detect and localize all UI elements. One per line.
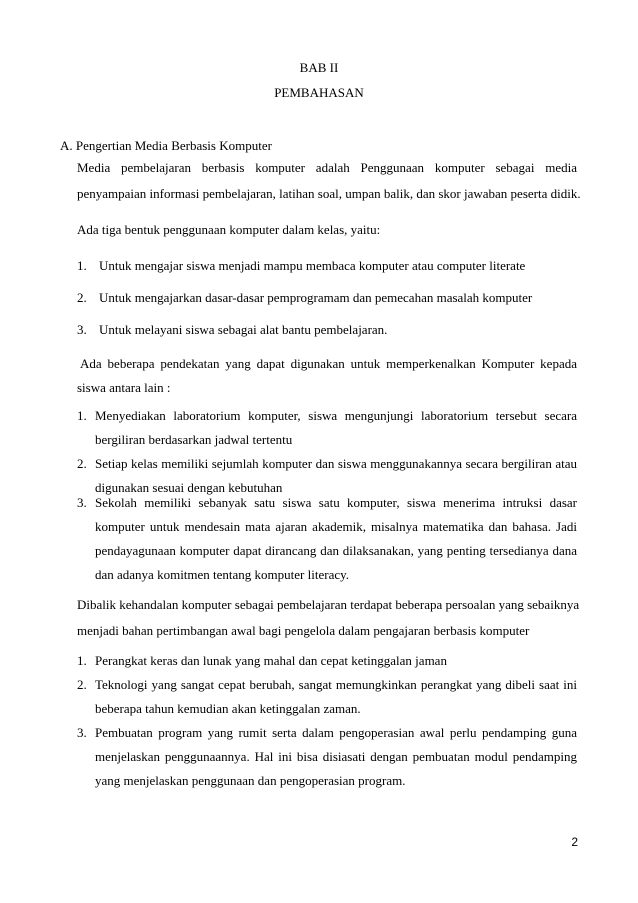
list3-number-3: 3. — [77, 725, 87, 740]
list3-item-2-line-2: beberapa tahun kemudian akan ketinggalan zaman. — [95, 701, 361, 716]
paragraph-4-line-1: Dibalik kehandalan komputer sebagai pembelajaran terdapat beberapa persoalan yang sebaiknya — [77, 597, 580, 612]
list1-item-3: Untuk melayani siswa sebagai alat bantu pembelajaran. — [99, 322, 388, 337]
list2-item-1-line-2: bergiliran berdasarkan jadwal tertentu — [95, 432, 293, 447]
paragraph-2: Ada tiga bentuk penggunaan komputer dalam kelas, yaitu: — [77, 222, 381, 237]
list2-number-1: 1. — [77, 408, 87, 423]
list1-item-2: Untuk mengajarkan dasar-dasar pemprogramam dan pemecahan masalah komputer — [99, 290, 533, 305]
list1-number-1: 1. — [77, 258, 87, 273]
chapter-label: BAB II — [299, 60, 339, 75]
list1-number-3: 3. — [77, 322, 87, 337]
list1-number-2: 2. — [77, 290, 87, 305]
paragraph-1-line-2: penyampaian informasi pembelajaran, latihan soal, umpan balik, dan skor jawaban peserta didik. — [77, 186, 581, 201]
list3-item-3-line-1: Pembuatan program yang rumit serta dalam pengoperasian awal perlu pendamping guna — [95, 725, 577, 740]
paragraph-3-line-1: Ada beberapa pendekatan yang dapat digunakan untuk memperkenalkan Komputer kepada — [80, 356, 577, 371]
list2-item-3-line-4: dan adanya komitmen tentang komputer literacy. — [95, 567, 350, 582]
list2-item-3-line-3: pendayagunaan komputer dapat dirancang dan dilaksanakan, yang penting tersedianya dana — [95, 543, 577, 558]
list1-item-1: Untuk mengajar siswa menjadi mampu membaca komputer atau computer literate — [99, 258, 526, 273]
list2-item-2-line-1: Setiap kelas memiliki sejumlah komputer dan siswa menggunakannya secara bergiliran atau — [95, 456, 577, 471]
paragraph-4-line-2: menjadi bahan pertimbangan awal bagi pengelola dalam pengajaran berbasis komputer — [77, 623, 530, 638]
list2-item-3-line-2: komputer untuk mendesain mata ajaran akademik, misalnya matematika dan bahasa. Jadi — [95, 519, 577, 534]
list3-item-1-line-1: Perangkat keras dan lunak yang mahal dan cepat ketinggalan jaman — [95, 653, 447, 668]
paragraph-3-line-2: siswa antara lain : — [77, 380, 171, 395]
list3-item-3-line-2: menjelaskan penggunaannya. Hal ini bisa disiasati dengan pembuatan modul pendamping — [95, 749, 577, 764]
paragraph-1-line-1: Media pembelajaran berbasis komputer adalah Penggunaan komputer sebagai media — [77, 160, 577, 175]
list3-number-2: 2. — [77, 677, 87, 692]
list2-number-3: 3. — [77, 495, 87, 510]
list2-item-2-line-2: digunakan sesuai dengan kebutuhan — [95, 480, 283, 495]
list2-item-1-line-1: Menyediakan laboratorium komputer, siswa mengunjungi laboratorium tersebut secara — [95, 408, 577, 423]
section-heading: A. Pengertian Media Berbasis Komputer — [60, 138, 272, 153]
page-title: PEMBAHASAN — [274, 85, 364, 100]
list3-number-1: 1. — [77, 653, 87, 668]
list3-item-2-line-1: Teknologi yang sangat cepat berubah, sangat memungkinkan perangkat yang dibeli saat ini — [95, 677, 577, 692]
list2-number-2: 2. — [77, 456, 87, 471]
page-number: 2 — [571, 835, 578, 849]
list3-item-3-line-3: yang menjelaskan penggunaan dan pengoperasian program. — [95, 773, 406, 788]
list2-item-3-line-1: Sekolah memiliki sebanyak satu siswa satu komputer, siswa menerima intruksi dasar — [95, 495, 577, 510]
